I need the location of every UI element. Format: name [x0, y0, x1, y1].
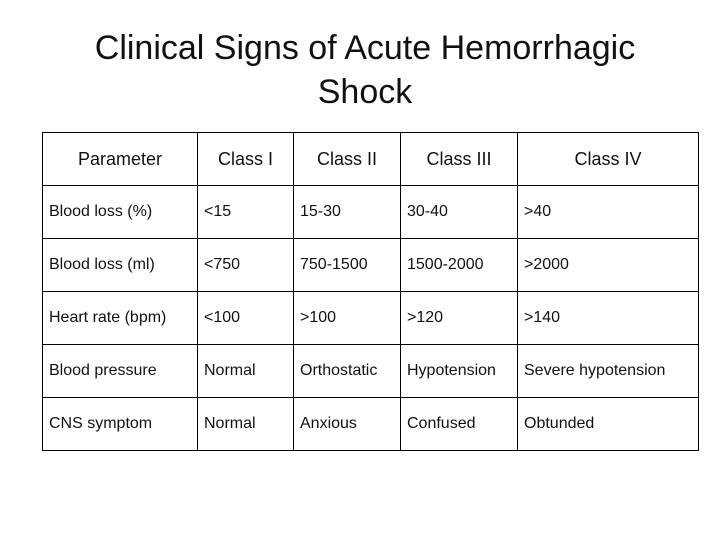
table-cell: Normal: [198, 398, 294, 451]
table-cell: Severe hypotension: [518, 345, 699, 398]
table-cell: Anxious: [294, 398, 401, 451]
header-parameter: Parameter: [43, 133, 198, 186]
table-cell: Orthostatic: [294, 345, 401, 398]
row-cns-symptom-label: CNS symptom: [43, 398, 198, 451]
header-class-4: Class IV: [518, 133, 699, 186]
row-blood-loss-ml-label: Blood loss (ml): [43, 239, 198, 292]
table-cell: 750-1500: [294, 239, 401, 292]
table-cell: >120: [401, 292, 518, 345]
table-row: [43, 186, 699, 239]
table-cell: <15: [198, 186, 294, 239]
table-cell: >140: [518, 292, 699, 345]
table-cell: 15-30: [294, 186, 401, 239]
table-row: [43, 239, 699, 292]
table-cell: Obtunded: [518, 398, 699, 451]
header-class-1: Class I: [198, 133, 294, 186]
slide-title-line-1: Clinical Signs of Acute Hemorrhagic: [94, 29, 636, 67]
slide-title: [40, 26, 690, 114]
hemorrhagic-shock-table: [42, 132, 699, 451]
row-heart-rate-label: Heart rate (bpm): [43, 292, 198, 345]
table-cell: >40: [518, 186, 699, 239]
row-blood-loss-percent-label: Blood loss (%): [43, 186, 198, 239]
table-cell: Normal: [198, 345, 294, 398]
table-cell: >100: [294, 292, 401, 345]
table-cell: Hypotension: [401, 345, 518, 398]
row-blood-pressure-label: Blood pressure: [43, 345, 198, 398]
table-cell: >2000: [518, 239, 699, 292]
table-cell: <100: [198, 292, 294, 345]
table-row: [43, 292, 699, 345]
header-class-2: Class II: [294, 133, 401, 186]
slide-title-line-2: Shock: [317, 73, 413, 111]
table-cell: 30-40: [401, 186, 518, 239]
table-cell: <750: [198, 239, 294, 292]
table-cell: Confused: [401, 398, 518, 451]
table-row: [43, 345, 699, 398]
table-row: [43, 398, 699, 451]
table-header-row: [43, 133, 699, 186]
table-cell: 1500-2000: [401, 239, 518, 292]
header-class-3: Class III: [401, 133, 518, 186]
